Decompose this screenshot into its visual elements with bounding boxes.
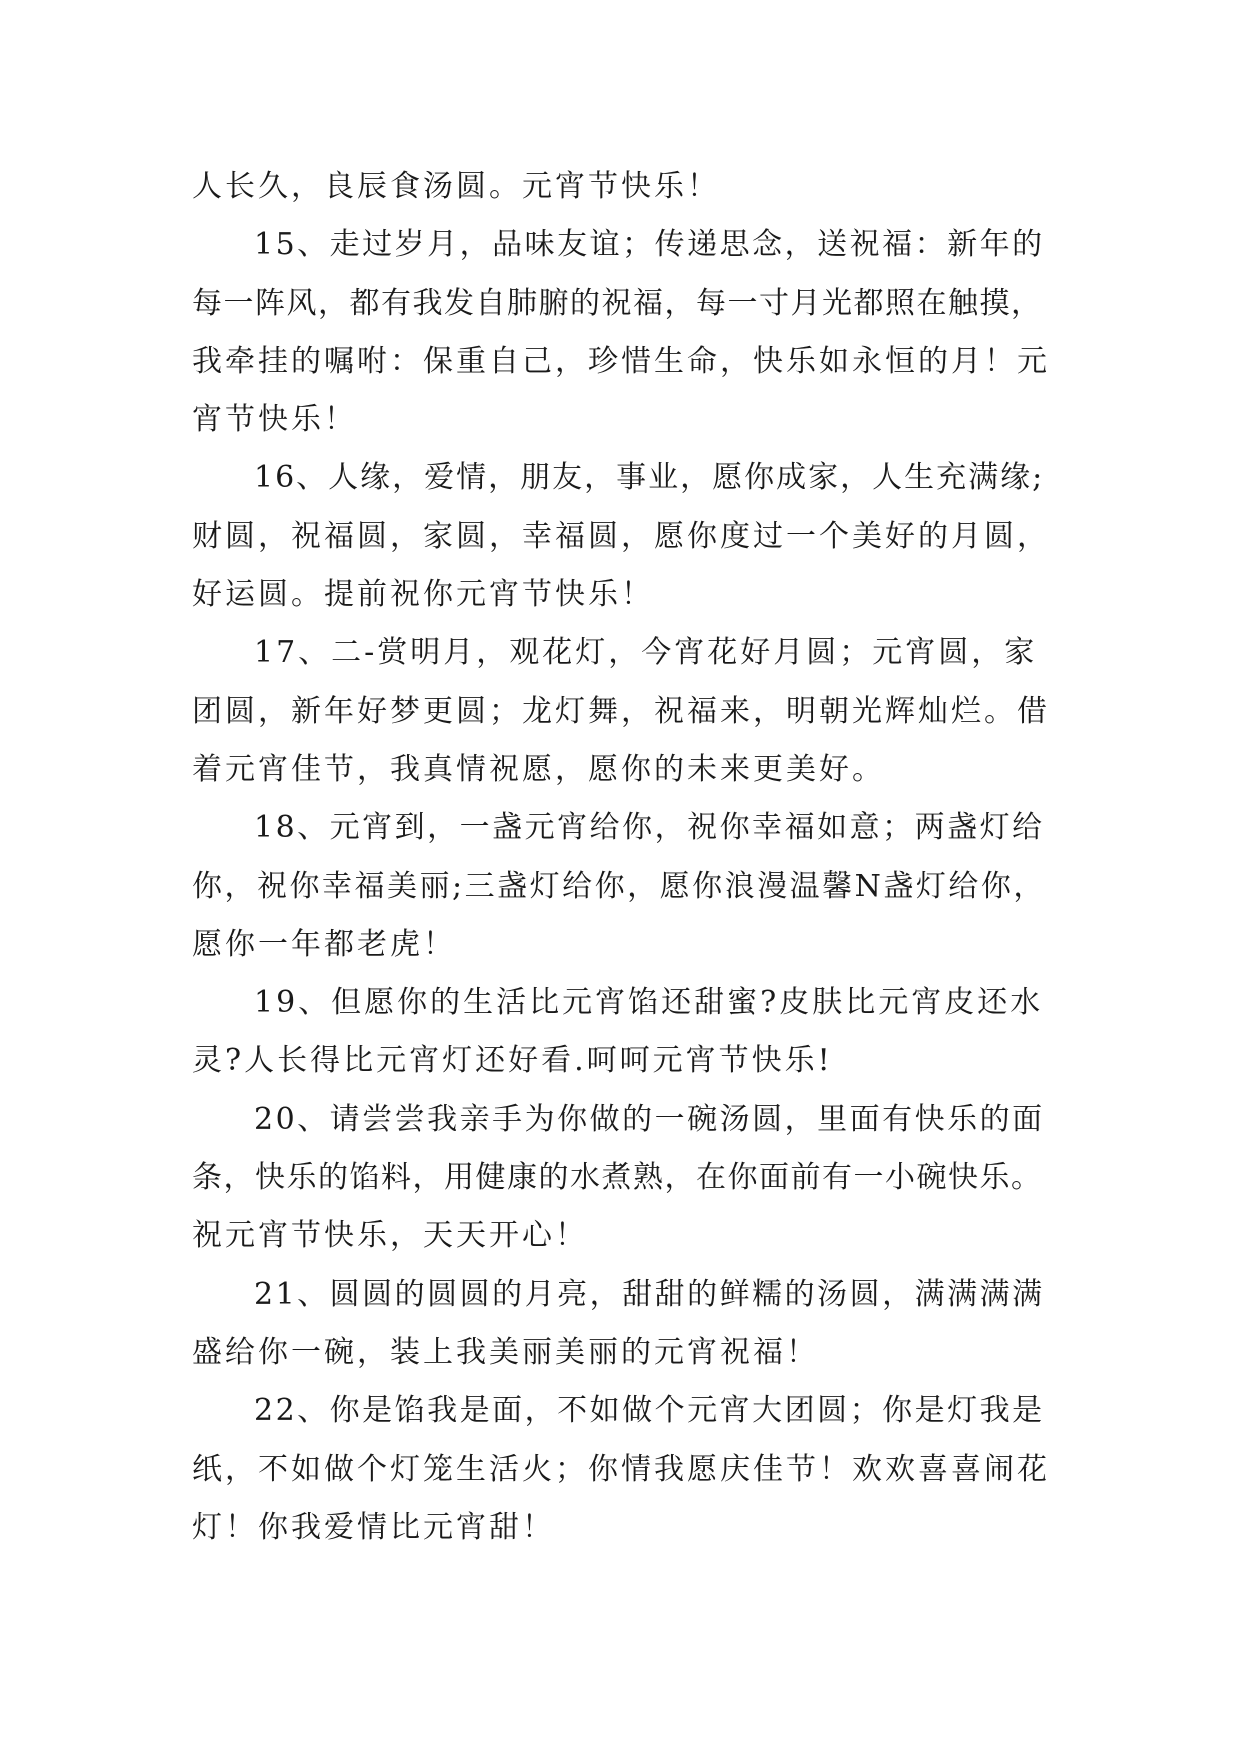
text-line: 17、二-赏明月，观花灯，今宵花好月圆；元宵圆，家	[254, 635, 1038, 671]
text-line: 愿你一年都老虎！	[192, 926, 456, 962]
text-line: 着元宵佳节，我真情祝愿，愿你的未来更美好。	[192, 751, 885, 787]
text-line: 纸，不如做个灯笼生活火；你情我愿庆佳节！欢欢喜喜闹花	[192, 1451, 1050, 1487]
text-line: 你，祝你幸福美丽;三盏灯给你，愿你浪漫温馨N盏灯给你，	[192, 868, 1046, 904]
text-line: 人长久，良辰食汤圆。元宵节快乐！	[192, 169, 720, 204]
text-line: 22、你是馅我是面，不如做个元宵大团圆；你是灯我是	[254, 1393, 1045, 1429]
text-line: 团圆，新年好梦更圆；龙灯舞，祝福来，明朝光辉灿烂。借	[192, 693, 1050, 729]
text-line: 21、圆圆的圆圆的月亮，甜甜的鲜糯的汤圆，满满满满	[254, 1276, 1045, 1312]
text-line: 18、元宵到，一盏元宵给你，祝你幸福如意；两盏灯给	[254, 810, 1045, 846]
text-line: 我牵挂的嘱咐：保重自己，珍惜生命，快乐如永恒的月！元	[192, 343, 1050, 379]
text-line: 19、但愿你的生活比元宵馅还甜蜜?皮肤比元宵皮还水	[254, 985, 1044, 1021]
text-line: 盛给你一碗，装上我美丽美丽的元宵祝福！	[192, 1334, 819, 1370]
text-line: 好运圆。提前祝你元宵节快乐！	[192, 577, 654, 613]
text-line: 祝元宵节快乐，天天开心！	[192, 1218, 588, 1254]
text-line: 每一阵风，都有我发自肺腑的祝福，每一寸月光都照在触摸，	[192, 285, 1043, 321]
text-line: 条，快乐的馅料，用健康的水煮熟，在你面前有一小碗快乐。	[192, 1160, 1043, 1196]
text-line: 20、请尝尝我亲手为你做的一碗汤圆，里面有快乐的面	[254, 1101, 1045, 1137]
text-line: 灯！你我爱情比元宵甜！	[192, 1509, 555, 1545]
text-line: 财圆，祝福圆，家圆，幸福圆，愿你度过一个美好的月圆，	[192, 518, 1050, 554]
text-line: 15、走过岁月，品味友谊；传递思念，送祝福：新年的	[254, 227, 1045, 263]
text-line: 灵?人长得比元宵灯还好看.呵呵元宵节快乐!	[192, 1043, 833, 1079]
text-line: 16、人缘，爱情，朋友，事业，愿你成家，人生充满缘;	[254, 460, 1045, 496]
text-line: 宵节快乐！	[192, 402, 357, 438]
document-body	[192, 158, 1052, 1557]
